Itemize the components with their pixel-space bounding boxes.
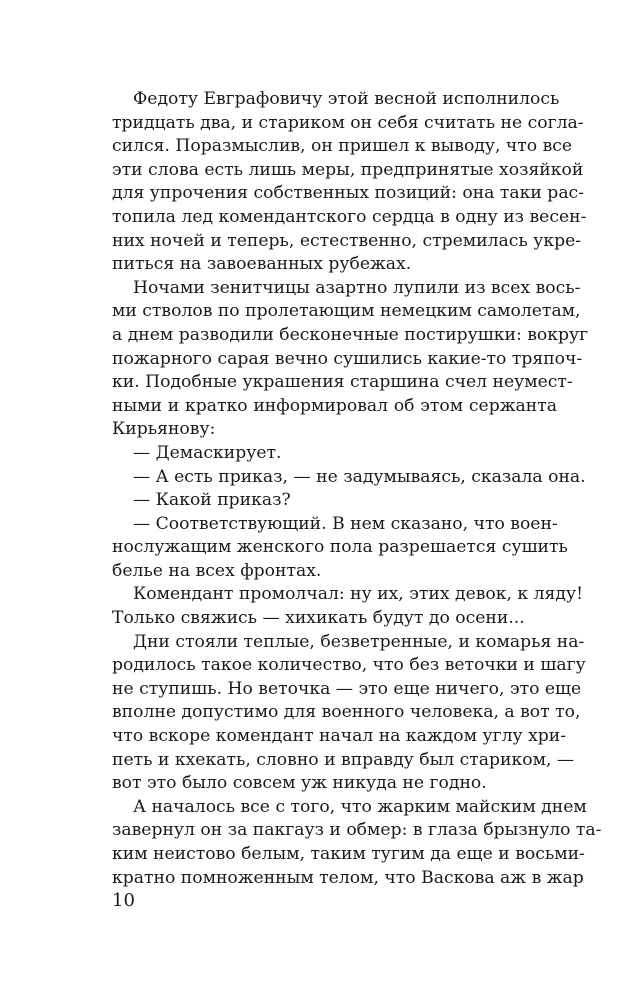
paragraph [112, 796, 602, 890]
text-line: белье на всех фронтах. [112, 560, 322, 581]
text-line: Комендант промолчал: ну их, этих девок, к ляду! [133, 584, 583, 605]
text-line: Кирьянову: [112, 419, 216, 440]
text-line: вот это было совсем уж никуда не годно. [112, 773, 487, 794]
text-line: — Соответствующий. В нем сказано, что воен- [133, 513, 558, 534]
text-line: вполне допустимо для военного человека, а вот то, [112, 702, 581, 723]
text-line: не ступишь. Но веточка — это еще ничего, это еще [112, 678, 582, 699]
text-line: пожарного сарая вечно сушились какие-то тряпоч- [112, 348, 583, 369]
text-line: ким неистово белым, таким тугим да еще и восьми- [112, 844, 585, 864]
text-line: нослужащим женского пола разрешается сушить [112, 537, 568, 558]
text-line: Федоту Евграфовичу этой весной исполнилось [133, 89, 560, 109]
text-line: — Демаскирует. [133, 442, 282, 463]
paragraph [112, 489, 557, 513]
text-line: кратно помноженным телом, что Васкова аж в жар [112, 867, 584, 888]
text-line: завернул он за пакгауз и обмер: в глаза брызнуло та- [112, 820, 602, 841]
text-line: ными и кратко информировал об этом сержанта [112, 395, 557, 416]
text-line: Ночами зенитчицы азартно лупили из всех вось- [133, 277, 581, 298]
paragraph [112, 88, 587, 277]
text-line: питься на завоеванных рубежах. [112, 254, 412, 275]
page-number: 10 [112, 890, 135, 911]
paragraph [112, 466, 586, 490]
text-line: них ночей и теперь, естественно, стремилась укре- [112, 230, 582, 251]
text-line: топила лед комендантского сердца в одну из весен- [112, 206, 587, 227]
text-line: эти слова есть лишь меры, предпринятые хозяйкой [112, 159, 584, 180]
text-line: ми стволов по пролетающим немецким самолетам, [112, 301, 581, 322]
text-line: тридцать два, и стариком он себя считать не согла- [112, 112, 584, 133]
text-line: родилось такое количество, что без веточки и шагу [112, 655, 586, 676]
paragraph [112, 583, 583, 630]
text-line: для упрочения собственных позиций: она таки рас- [112, 183, 584, 204]
paragraph [112, 277, 589, 442]
text-line: Только свяжись — хихикать будут до осени... [112, 608, 525, 629]
text-line: А началось все с того, что жарким майским днем [133, 796, 587, 817]
text-line: петь и кхекать, словно и вправду был стариком, — [112, 749, 575, 770]
paragraph [112, 442, 557, 466]
paragraph [112, 631, 586, 796]
text-line: Дни стояли теплые, безветренные, и комарья на- [133, 631, 585, 652]
text-line: сился. Поразмыслив, он пришел к выводу, что все [112, 136, 573, 157]
text-line: — А есть приказ, — не задумываясь, сказала она. [133, 466, 586, 487]
text-line: а днем разводили бесконечные постирушки: вокруг [112, 324, 589, 345]
paragraph [112, 513, 568, 584]
body-text [112, 88, 602, 890]
text-line: что вскоре комендант начал на каждом углу хри- [112, 726, 567, 747]
text-line: — Какой приказ? [133, 490, 291, 511]
text-line: ки. Подобные украшения старшина счел неумест- [112, 372, 573, 393]
